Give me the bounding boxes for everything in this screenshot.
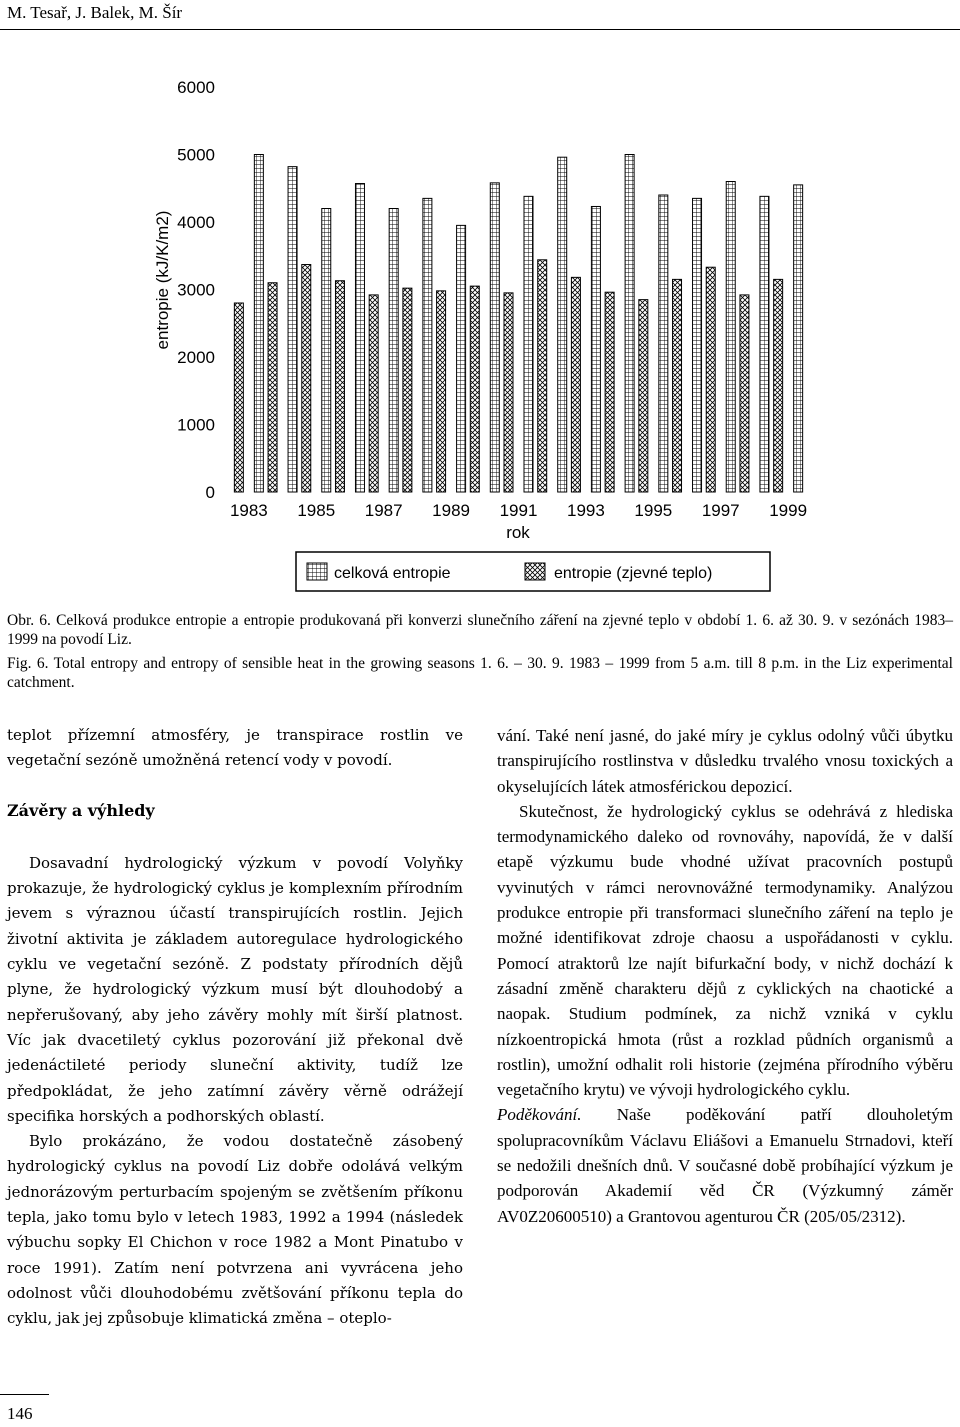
x-axis-label: rok [506,523,530,542]
y-tick-label: 2000 [177,348,215,367]
bar-total-1999 [794,185,803,492]
figure-caption [7,611,953,697]
left-paragraph-1: teplot přízemní atmosféry, je transpirace rostlin ve vegetační sezóně umožněná retencí vody v povodí. [7,726,463,770]
bar-total-1984 [288,167,297,492]
x-tick-label: 1991 [499,501,538,520]
bar-total-1990 [490,183,499,492]
bar-sensible-1998 [740,295,749,492]
bar-total-1983 [254,155,263,493]
bar-total-1991 [524,196,533,492]
page-number: 146 [7,1404,33,1423]
y-tick-label: 3000 [177,280,215,300]
acknowledgement-text: Naše poděkování patří dlouholetým spolupracovníkům Václavu Eliášovi a Emanuelu Strnadovi, kteří se nedožili dnešních dnů. V současné době probíhající výzkum je podporován Akademií věd ČR (Výzkumný záměr AV0Z20600510) a Grantovou agenturou ČR (205/05/2312). [497,1105,953,1226]
bar-sensible-1997 [706,267,715,492]
bar-sensible-1985 [302,265,311,492]
bar-sensible-1990 [470,286,479,492]
x-ticks [230,501,807,520]
left-column [7,723,463,1332]
legend-label-sensible: entropie (zjevné teplo) [554,565,713,582]
bar-sensible-1986 [335,281,344,492]
acknowledgement [497,1102,953,1228]
y-ticks [177,78,215,502]
left-paragraph-2: Dosavadní hydrologický výzkum v povodí Volyňky prokazuje, že hydrologický cyklus je komplexním přírodním jevem s výraznou účastí transpirujících rostlin. Jejich životní aktivita je základem autoregulace hydrologického cyklu ve vegetační sezóně. Z podstaty přírodních dějů plyne, že hydrologický výzkum musí být dlouhodobý a nepřerušovaný, aby jeho závěry mohly mít širší platnost. Víc jak dvacetiletý cyklus pozorování již překonal dvě jedenáctileté periody sluneční aktivity, tudíž lze předpokládat, že jeho zatímní závěry věrně odrážejí specifika horských a podhorských oblastí. [7,853,463,1125]
x-tick-label: 1999 [769,501,808,520]
acknowledgement-label: Poděkování. [497,1105,582,1125]
bar-sensible-1987 [369,295,378,492]
x-tick-label: 1995 [634,501,673,520]
legend [296,552,770,591]
bar-sensible-1983 [234,303,243,492]
bar-total-1986 [355,184,364,492]
bar-sensible-1992 [538,260,547,492]
x-tick-label: 1993 [566,501,605,520]
left-paragraph-3: Bylo prokázáno, že vodou dostatečně zásobený hydrologický cyklus na povodí Liz dobře odolává velkým jednorázovým perturbacím spojeným se zvětšením příkonu tepla, jako tomu bylo v letech 1983, 1992 a 1994 (následek výbuchu sopky El Chichon v roce 1982 a Mont Pinatubo v roce 1991). Zatím není potvrzena ani vyvrácena jeho odolnost vůči dlouhodobému zvětšování příkonu tepla do cyklu, jak jej způsobuje klimatická změna – oteplo- [7,1132,463,1328]
y-tick-label: 0 [205,483,215,502]
bar-total-1992 [558,157,567,492]
bar-sensible-1999 [774,279,783,492]
bar-total-1993 [591,206,600,492]
bars [234,155,802,493]
legend-label-total: celková entropie [334,565,451,582]
y-axis-label: entropie (kJ/K/m2) [153,210,172,350]
bar-total-1997 [726,182,735,493]
bar-sensible-1996 [673,279,682,492]
bar-total-1996 [693,198,702,492]
bar-total-1995 [659,195,668,492]
bar-total-1998 [760,196,769,492]
bar-total-1988 [423,198,432,492]
x-tick-label: 1987 [364,501,403,520]
footer-rule [0,1394,49,1395]
bar-sensible-1994 [605,292,614,492]
bar-sensible-1995 [639,300,648,492]
caption-en: Fig. 6. Total entropy and entropy of sensible heat in the growing seasons 1. 6. – 30. 9. 1983 – 1999 from 5 a.m. till 8 p.m. in the Liz experimental catchment. [7,655,953,691]
bar-sensible-1991 [504,293,513,492]
x-tick-label: 1989 [432,501,471,520]
right-paragraph-1: vání. Také není jasné, do jaké míry je cyklus odolný vůči úbytku transpirujícího rostlinstva v důsledku trvalého vnosu toxických a okyselujících látek atmosférickou depozicí. [497,726,953,796]
right-column [497,723,953,1229]
x-tick-label: 1983 [229,501,268,520]
y-tick-label: 5000 [177,145,215,165]
right-paragraph-2: Skutečnost, že hydrologický cyklus se odehrává z hlediska termodynamického daleko od rovnováhy, napovídá, že v další etapě výzkumu bude vhodné užívat pracovních postupů vyvinutých v rámci nerovnovážné termodynamiky. Analýzou produkce entropie při transformaci slunečního záření na teplo je možné identifikovat zdroje chaosu a uspořádanosti v cyklu. Pomocí atraktorů lze najít bifurkační body, v nichž dochází k zásadní změně charakteru dějů z cyklických na chaotické a naopak. Studium podmínek, za nichž vzniká v cyklu nízkoentropická hmota (růst a rozklad půdních organismů a rostlin), umožní odhalit roli historie (zejména přírodního výběru vegetačního krytu) ve vývoji hydrologického cyklu. [497,801,953,1100]
bar-sensible-1989 [437,291,446,492]
legend-swatch-sensible [525,563,545,580]
y-tick-label: 6000 [177,78,215,97]
caption-cz: Obr. 6. Celková produkce entropie a entropie produkovaná při konverzi slunečního záření na zjevné teplo v období 1. 6. až 30. 9. v sezónách 1983–1999 na povodí Liz. [7,612,953,648]
x-tick-label: 1997 [701,501,740,520]
bar-total-1989 [457,225,466,492]
legend-swatch-total [307,563,327,580]
bar-sensible-1993 [571,277,580,492]
entropy-bar-chart [0,40,960,600]
y-tick-label: 1000 [177,415,215,435]
bar-sensible-1984 [268,283,277,492]
y-tick-label: 4000 [177,213,215,232]
x-tick-label: 1985 [297,501,336,520]
bar-total-1994 [625,155,634,493]
running-header: M. Tesař, J. Balek, M. Šír [7,3,183,22]
bar-total-1987 [389,209,398,493]
bar-sensible-1988 [403,288,412,492]
header-rule [0,29,960,30]
section-title: Závěry a výhledy [7,800,155,820]
bar-total-1985 [322,209,331,493]
